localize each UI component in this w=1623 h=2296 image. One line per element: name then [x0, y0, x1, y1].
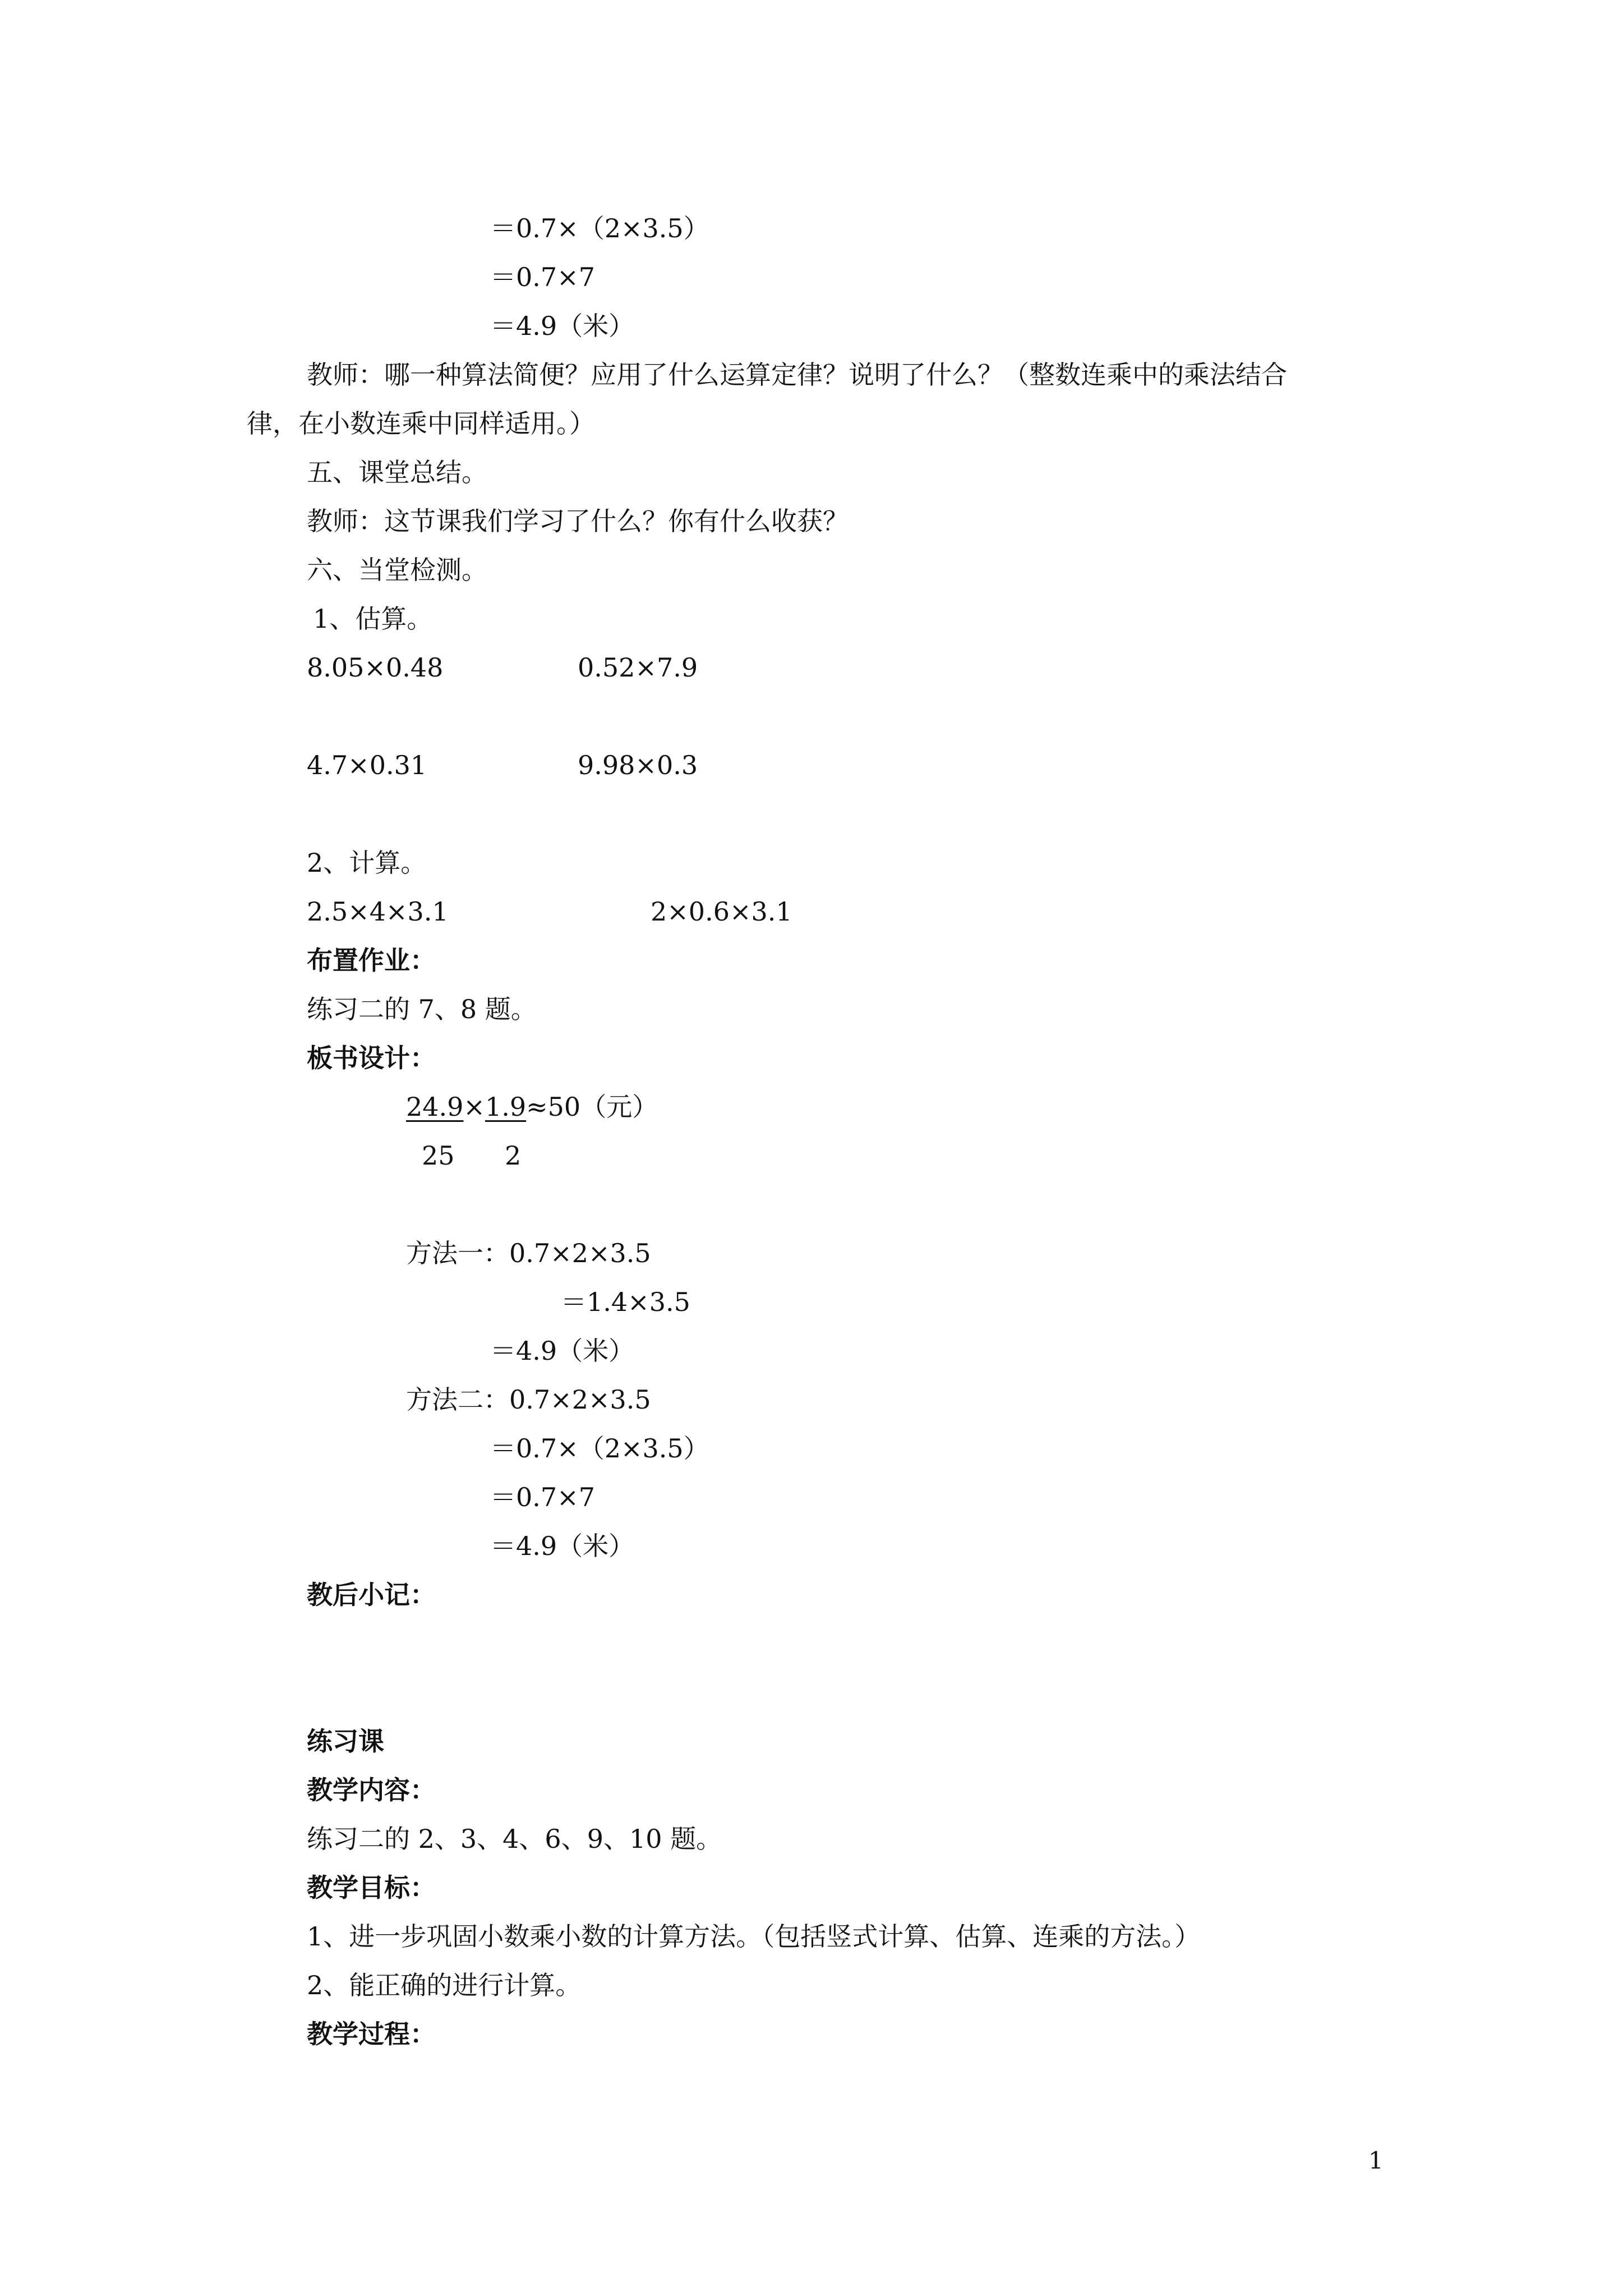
task-estimate: 1、估算。 — [313, 604, 433, 634]
method-two-label: 方法二：0.7×2×3.5 — [406, 1384, 651, 1415]
method-two-step-3: ＝4.9（米） — [490, 1531, 635, 1561]
page-number: 1 — [1368, 2147, 1384, 2174]
process-heading: 教学过程： — [307, 2019, 436, 2049]
board-heading: 板书设计： — [307, 1043, 436, 1073]
calc-expr-1: 2.5×4×3.1 — [307, 896, 449, 927]
board-factor-2: 1.9 — [485, 1092, 527, 1122]
estimate-expr-4: 9.98×0.3 — [578, 750, 698, 780]
estimate-expr-1: 8.05×0.48 — [307, 652, 444, 683]
board-approx: ≈50（元） — [526, 1092, 658, 1122]
step-line-2: ＝0.7×7 — [490, 262, 595, 292]
teacher-question: 教师：哪一种算法简便？应用了什么运算定律？说明了什么？（整数连乘中的乘法结合 — [307, 360, 1287, 390]
estimate-expr-2: 0.52×7.9 — [578, 652, 698, 683]
task-calculate: 2、计算。 — [307, 848, 427, 878]
estimate-expr-3: 4.7×0.31 — [307, 750, 427, 780]
section-title: 练习课 — [307, 1726, 384, 1756]
board-rounded-1: 25 — [422, 1140, 455, 1171]
section-check: 六、当堂检测。 — [307, 555, 487, 585]
content-text: 练习二的 2、3、4、6、9、10 题。 — [307, 1824, 722, 1854]
step-line-3: ＝4.9（米） — [490, 311, 635, 341]
method-two-step-2: ＝0.7×7 — [490, 1482, 595, 1512]
homework-heading: 布置作业： — [307, 945, 436, 976]
board-rounded-2: 2 — [505, 1140, 522, 1171]
goal-1: 1、进一步巩固小数乘小数的计算方法。（包括竖式计算、估算、连乘的方法。） — [307, 1921, 1201, 1952]
board-factor-1: 24.9 — [406, 1092, 464, 1122]
method-two-step-1: ＝0.7×（2×3.5） — [490, 1433, 709, 1464]
section-summary: 五、课堂总结。 — [307, 457, 487, 487]
content-heading: 教学内容： — [307, 1775, 436, 1805]
method-one-label: 方法一：0.7×2×3.5 — [406, 1238, 651, 1268]
method-one-step-2: ＝4.9（米） — [490, 1336, 635, 1366]
teacher-question-cont: 律，在小数连乘中同样适用。） — [247, 408, 595, 439]
method-one-step-1: ＝1.4×3.5 — [561, 1287, 690, 1317]
goal-2: 2、能正确的进行计算。 — [307, 1970, 582, 2000]
board-times: × — [463, 1092, 485, 1122]
teacher-summary-question: 教师：这节课我们学习了什么？你有什么收获？ — [307, 506, 849, 536]
calc-expr-2: 2×0.6×3.1 — [651, 896, 792, 927]
step-line-1: ＝0.7×（2×3.5） — [490, 213, 709, 243]
goals-heading: 教学目标： — [307, 1872, 436, 1903]
homework-text: 练习二的 7、8 题。 — [307, 994, 537, 1024]
notes-heading: 教后小记： — [307, 1580, 436, 1610]
board-estimate-expr — [406, 1090, 658, 1124]
